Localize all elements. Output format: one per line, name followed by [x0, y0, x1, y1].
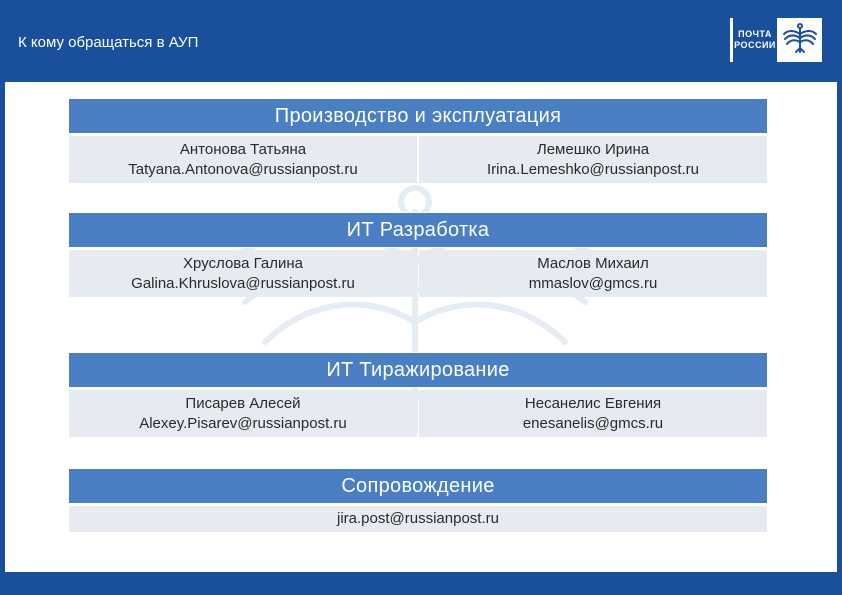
header-bar [0, 0, 842, 82]
contact-email[interactable]: mmaslov@gmcs.ru [528, 275, 658, 292]
contact-name: Антонова Татьяна [179, 141, 307, 158]
section-title: Сопровождение [69, 468, 767, 504]
section-title: ИТ Разработка [69, 212, 767, 248]
section-production [69, 98, 767, 183]
contact-card [419, 390, 767, 437]
contact-card [419, 250, 767, 297]
logo-wordmark [733, 18, 777, 62]
section-it-development [69, 212, 767, 297]
contact-name: Писарев Алесей [185, 395, 301, 412]
contact-card [69, 390, 417, 437]
logo-line-1: ПОЧТА [738, 29, 772, 39]
contact-email[interactable]: jira.post@russianpost.ru [337, 510, 499, 527]
slide-title: К кому обращаться в АУП [18, 34, 199, 51]
contact-name: Несанелис Евгения [524, 395, 662, 412]
contact-email[interactable]: Tatyana.Antonova@russianpost.ru [128, 161, 358, 178]
eagle-emblem-icon [780, 20, 820, 60]
section-title: ИТ Тиражирование [69, 352, 767, 388]
contact-email[interactable]: Alexey.Pisarev@russianpost.ru [139, 415, 347, 432]
contact-email[interactable]: Galina.Khruslova@russianpost.ru [131, 275, 355, 292]
contact-name: Хруслова Галина [183, 255, 303, 272]
contact-card [69, 136, 417, 183]
logo-line-2: РОССИИ [734, 40, 776, 50]
section-it-replication [69, 352, 767, 437]
contact-email[interactable]: Irina.Lemeshko@russianpost.ru [487, 161, 699, 178]
contact-card [69, 506, 767, 532]
section-support [69, 468, 767, 532]
section-title: Производство и эксплуатация [69, 98, 767, 134]
footer-bar [0, 572, 842, 595]
contact-card [69, 250, 417, 297]
contact-email[interactable]: enesanelis@gmcs.ru [522, 415, 664, 432]
contact-name: Лемешко Ирина [536, 141, 650, 158]
contact-name: Маслов Михаил [537, 255, 649, 272]
contact-card [419, 136, 767, 183]
russian-post-logo [730, 18, 822, 62]
